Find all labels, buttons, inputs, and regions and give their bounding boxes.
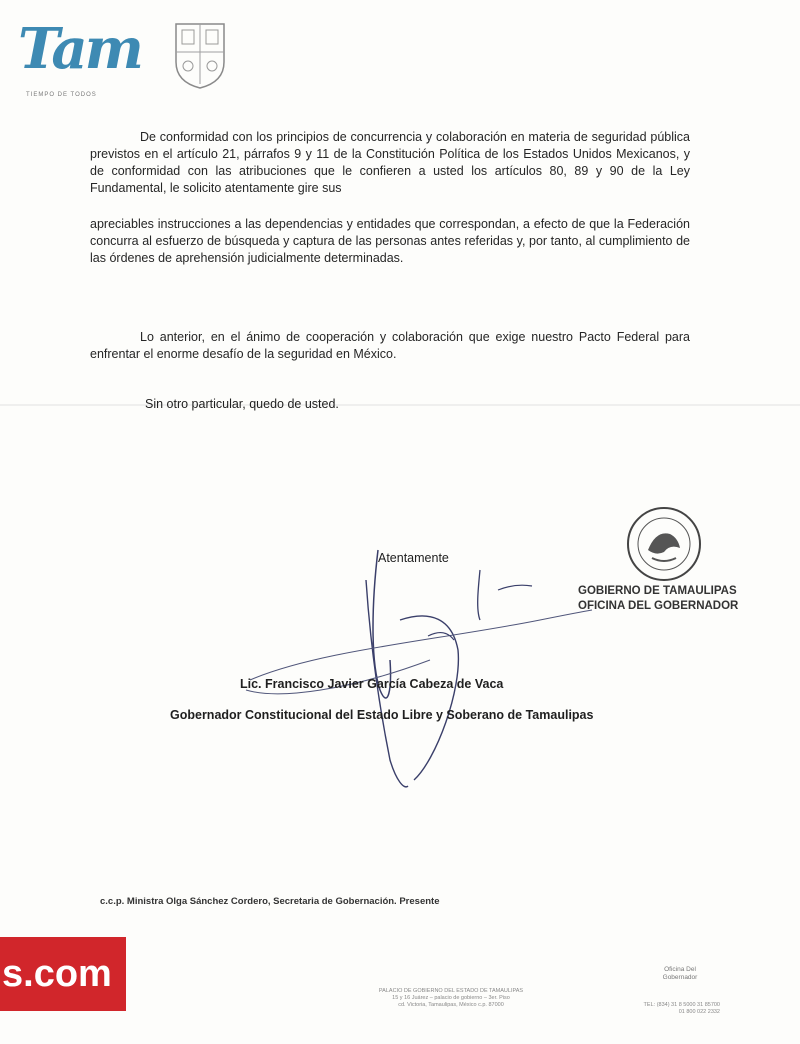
footer-office: Oficina Del Gobernador	[662, 966, 698, 981]
paragraph-2: apreciables instrucciones a las dependencias y entidades que correspondan, a efecto de que la Federación concurra al esfuerzo de búsqueda y captura de las personas antes referidas y, por tanto, al cumplimiento de las órdenes de aprehensión judicialmente determinadas.	[90, 216, 690, 265]
footer-address: PALACIO DE GOBIERNO DEL ESTADO DE TAMAULIPAS 15 y 16 Juárez – palacio de gobierno – 3er. Piso cd. Victoria, Tamaulipas, México c.p. 87000	[378, 988, 524, 1008]
national-seal-icon	[624, 504, 704, 584]
watermark-banner	[0, 937, 126, 1011]
tam-logo	[18, 14, 168, 98]
signatory-name: Lic. Francisco Javier García Cabeza de Vaca	[240, 677, 504, 691]
stamp-line-2: OFICINA DEL GOBERNADOR	[578, 600, 739, 612]
carbon-copy-line: c.c.p. Ministra Olga Sánchez Cordero, Secretaria de Gobernación. Presente	[100, 896, 440, 907]
salutation: Atentamente	[378, 551, 449, 565]
logo-tagline: TIEMPO DE TODOS	[26, 92, 97, 98]
watermark-text: s.com	[2, 953, 112, 995]
paragraph-1: De conformidad con los principios de concurrencia y colaboración en materia de seguridad pública previstos en el artículo 21, párrafos 9 y 11 de la Constitución Política de los Estados Unidos Mexicanos, y de conformidad con las atribuciones que le confieren a usted los artículos 80, 89 y 90 de la Ley Fundamental, le solicito atentamente gire sus	[90, 129, 690, 195]
paragraph-3: Lo anterior, en el ánimo de cooperación y colaboración que exige nuestro Pacto Federal para enfrentar el enorme desafío de la seguridad en México.	[90, 329, 690, 361]
state-coat-of-arms-icon	[170, 18, 230, 90]
page-fold-line	[0, 404, 800, 406]
stamp-line-1: GOBIERNO DE TAMAULIPAS	[578, 585, 737, 597]
closing-line: Sin otro particular, quedo de usted.	[145, 397, 339, 411]
signatory-title: Gobernador Constitucional del Estado Libre y Soberano de Tamaulipas	[170, 708, 594, 722]
office-stamp	[578, 584, 738, 614]
handwritten-signature	[240, 540, 600, 800]
footer-phone: TEL: (834) 31 8 5000 31 85700 01 800 022 2332	[643, 1002, 720, 1015]
logo-text: Tam	[18, 16, 141, 82]
logo-wordmark	[18, 14, 141, 84]
